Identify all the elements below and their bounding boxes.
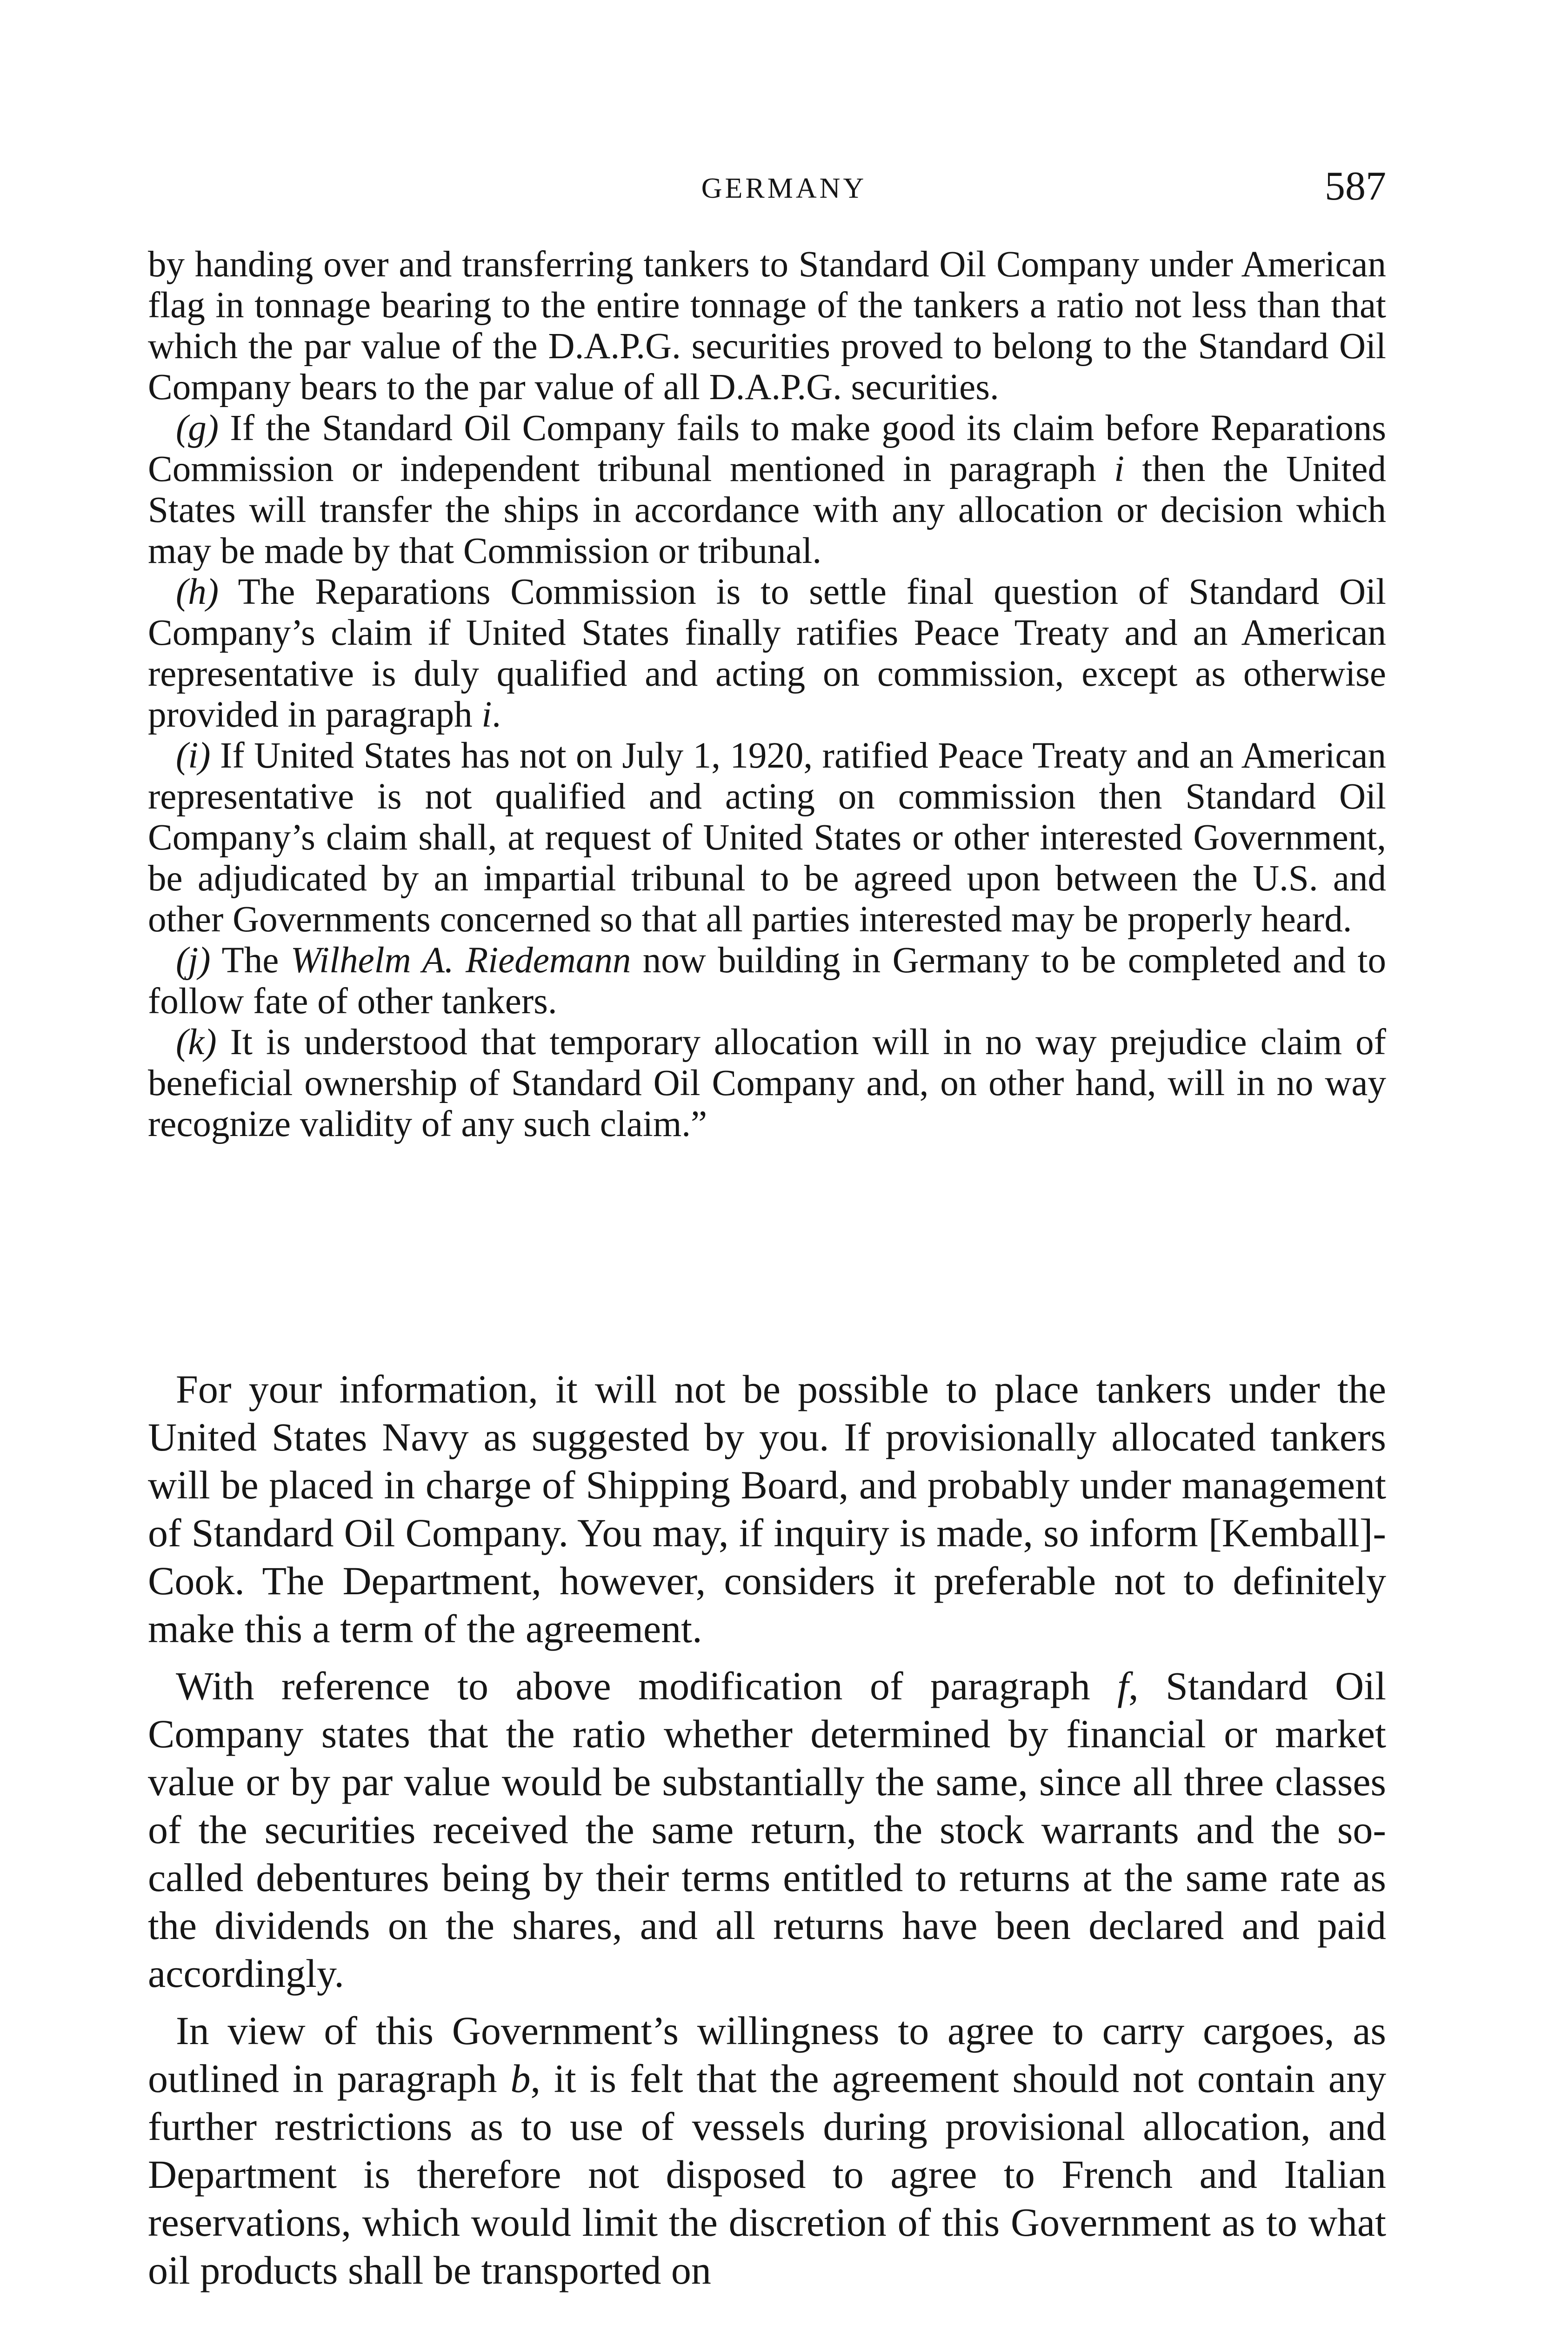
body-paragraph-3: In view of this Government’s willingness to agree to carry cargoes, as outlined in paragraph b, it is felt that the agreement should not contain any further restrictions as to use of vessels during provisional allocation, and Department is therefore not disposed to agree to French and Italian reservations, which would limit the discretion of this Government as to what oil products shall be transported on bbox=[148, 2008, 1386, 2293]
quoted-telegram-block bbox=[148, 244, 1386, 1145]
paragraph-label-j: (j) bbox=[176, 940, 211, 981]
paragraph-label-g: (g) bbox=[176, 408, 219, 448]
running-header: GERMANY bbox=[701, 173, 867, 204]
quoted-paragraph-i: (i) If United States has not on July 1, 1920, ratified Peace Treaty and an American representative is not qualified and acting on commission then Standard Oil Company’s claim shall, at request of United States or other interested Government, be adjudicated by an impartial tribunal to be agreed upon between the U.S. and other Governments concerned so that all parties interested may be properly heard. bbox=[148, 735, 1386, 940]
ship-name: Wilhelm A. Riedemann bbox=[290, 940, 631, 981]
paragraph-label-h: (h) bbox=[176, 572, 219, 612]
body-paragraph-2: With reference to above modification of paragraph f, Standard Oil Company states that the ratio whether determined by financial or market value or by par value would be substantially the same, since all three classes of the securities received the same return, the stock warrants and the so-called debentures being by their terms entitled to returns at the same rate as the dividends on the shares, and all returns have been declared and paid accordingly. bbox=[148, 1664, 1386, 1996]
paragraph-ref-i: i bbox=[481, 695, 492, 735]
quoted-paragraph-g: (g) If the Standard Oil Company fails to make good its claim before Reparations Commission or independent tribunal mentioned in paragraph i then the United States will transfer the ships in accordance with any allocation or decision which may be made by that Commission or tribunal. bbox=[148, 408, 1386, 571]
page-number: 587 bbox=[1325, 164, 1386, 209]
quoted-paragraph-k: (k) It is understood that temporary allocation will in no way prejudice claim of beneficial ownership of Standard Oil Company and, on other hand, will in no way recognize validity of any such claim.” bbox=[148, 1022, 1386, 1144]
body-paragraph-1: For your information, it will not be possible to place tankers under the United States Navy as suggested by you. If provisionally allocated tankers will be placed in charge of Shipping Board, and probably under management of Standard Oil Company. You may, if inquiry is made, so inform [Kemball]-Cook. The Department, however, considers it preferable not to definitely make this a term of the agreement. bbox=[148, 1367, 1386, 1651]
paragraph-ref-b: b bbox=[510, 2056, 531, 2101]
quoted-paragraph-h: (h) The Reparations Commission is to settle final question of Standard Oil Company’s claim if United States finally ratifies Peace Treaty and an American representative is duly qualified and acting on commission, except as otherwise provided in paragraph i. bbox=[148, 572, 1386, 735]
paragraph-label-i: (i) bbox=[176, 735, 211, 776]
paragraph-label-k: (k) bbox=[176, 1022, 217, 1063]
quoted-paragraph-f-continuation: by handing over and transferring tankers to Standard Oil Company under American flag in tonnage bearing to the entire tonnage of the tankers a ratio not less than that which the par value of the D.A.P.G. securities proved to belong to the Standard Oil Company bears to the par value of all D.A.P.G. securities. bbox=[148, 244, 1386, 408]
main-text-block bbox=[148, 1365, 1386, 2304]
paragraph-ref-i: i bbox=[1114, 449, 1125, 489]
paragraph-ref-f: f bbox=[1117, 1664, 1129, 1708]
quoted-paragraph-j: (j) The Wilhelm A. Riedemann now building in Germany to be completed and to follow fate of other tankers. bbox=[148, 940, 1386, 1022]
